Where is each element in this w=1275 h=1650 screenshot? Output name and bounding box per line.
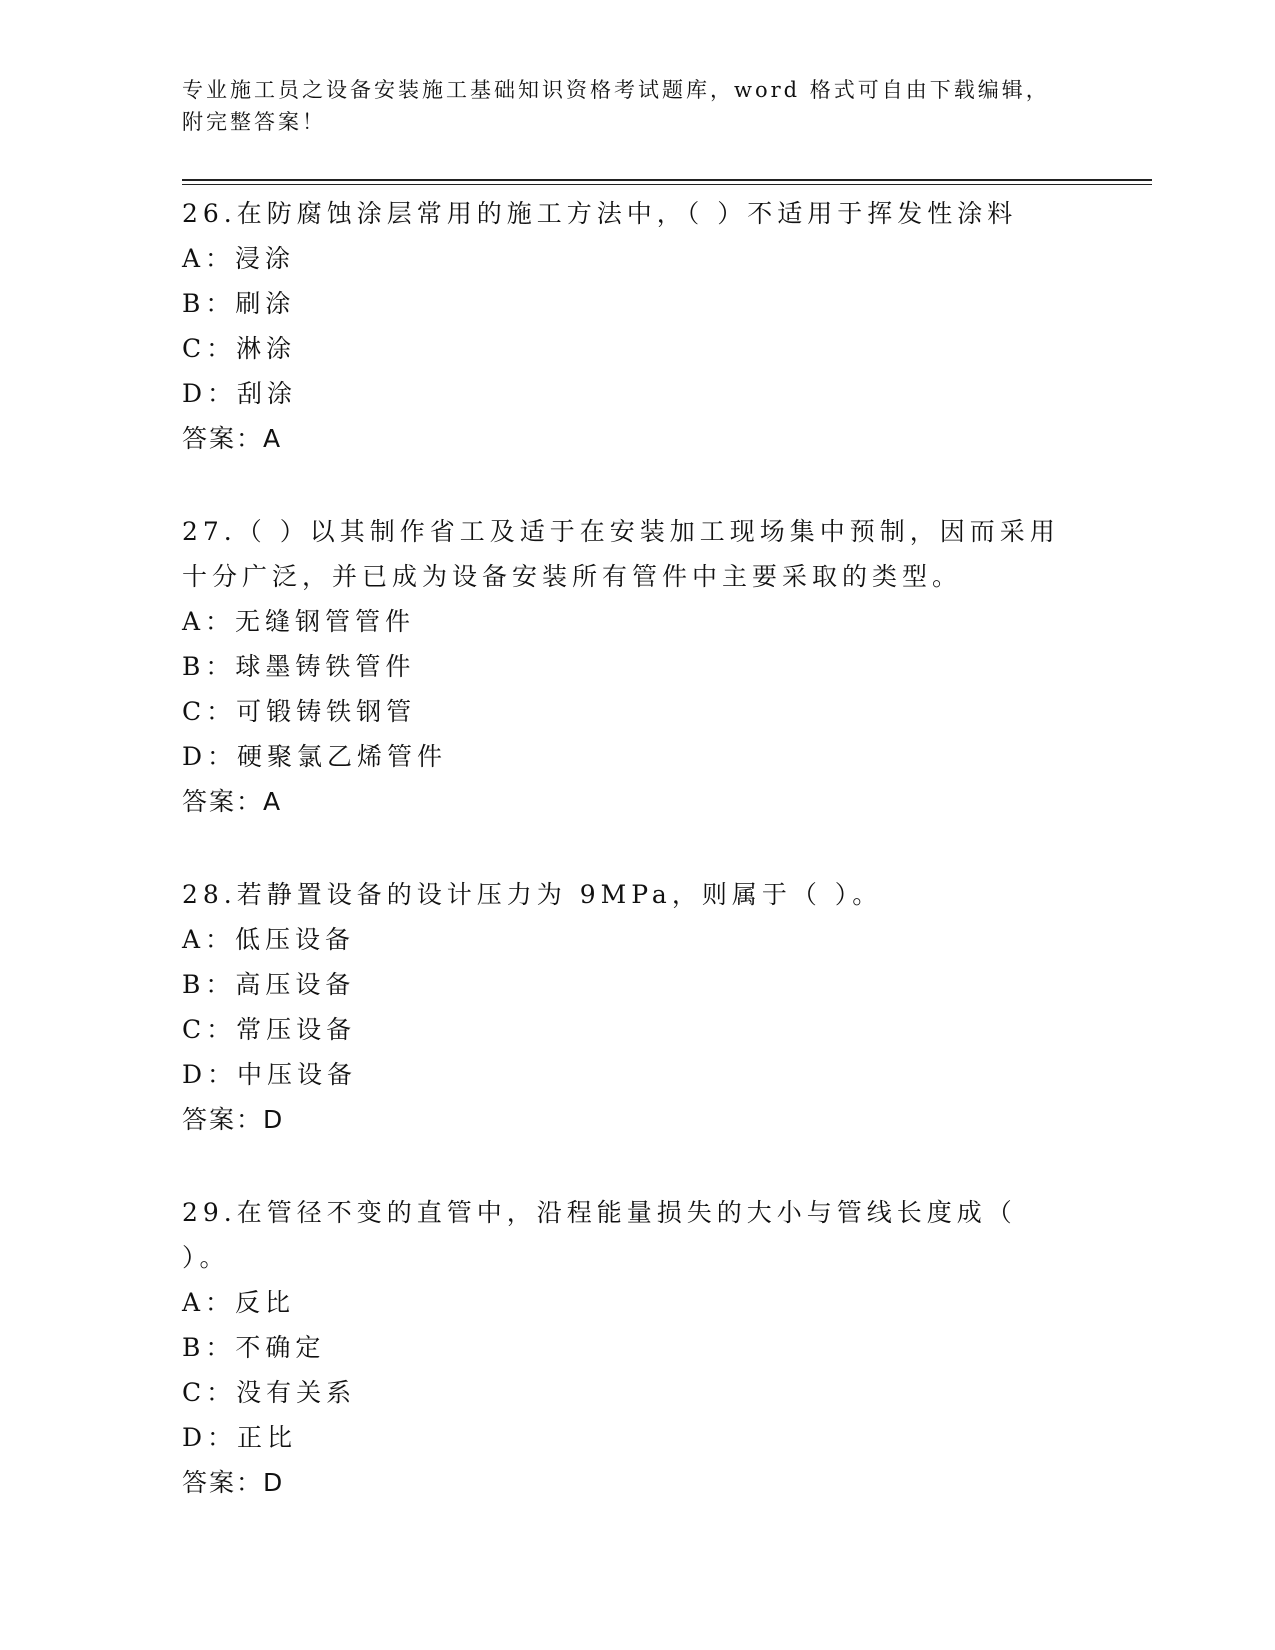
answer-line: [182, 1097, 1062, 1142]
answer-value: D: [263, 1468, 285, 1497]
header-divider-thin: [182, 184, 1152, 185]
option-b: B：球墨铸铁管件: [182, 652, 416, 681]
option-b: B：刷涂: [182, 289, 296, 318]
answer-value: A: [263, 424, 283, 453]
question-26: [182, 191, 1062, 461]
option-a: A：低压设备: [182, 925, 356, 954]
answer-line: [182, 1460, 1062, 1505]
question-stem: 28.若静置设备的设计压力为 9MPa，则属于（ ）。: [182, 880, 883, 909]
option-a: A：无缝钢管管件: [182, 607, 416, 636]
option-c: C：没有关系: [182, 1378, 357, 1407]
question-29: [182, 1190, 1062, 1505]
answer-value: A: [263, 787, 283, 816]
option-a: A：反比: [182, 1288, 296, 1317]
option-c: C：可锻铸铁钢管: [182, 697, 417, 726]
document-header: [182, 74, 1142, 138]
header-divider-thick: [182, 179, 1152, 181]
question-27: [182, 509, 1062, 824]
answer-label: 答案：: [182, 787, 264, 816]
option-a: A：浸涂: [182, 244, 296, 273]
header-line-1: 专业施工员之设备安装施工基础知识资格考试题库，word 格式可自由下载编辑，: [182, 78, 1050, 102]
option-b: B：不确定: [182, 1333, 326, 1362]
answer-line: [182, 416, 1062, 461]
answer-value: D: [263, 1105, 285, 1134]
option-d: D：硬聚氯乙烯管件: [182, 742, 448, 771]
question-28: [182, 872, 1062, 1142]
question-list: [182, 191, 1062, 1553]
option-d: D：正比: [182, 1423, 298, 1452]
option-c: C：常压设备: [182, 1015, 357, 1044]
header-line-2: 附完整答案！: [182, 110, 326, 134]
question-stem: 27.（ ）以其制作省工及适于在安装加工现场集中预制，因而采用十分广泛，并已成为设备安装所有管件中主要采取的类型。: [182, 517, 1060, 591]
answer-label: 答案：: [182, 1468, 264, 1497]
option-d: D：中压设备: [182, 1060, 358, 1089]
answer-line: [182, 779, 1062, 824]
question-stem: 26.在防腐蚀涂层常用的施工方法中，（ ）不适用于挥发性涂料: [182, 199, 1018, 228]
question-stem: 29.在管径不变的直管中，沿程能量损失的大小与管线长度成（ ）。: [182, 1198, 1017, 1272]
option-c: C：淋涂: [182, 334, 297, 363]
answer-label: 答案：: [182, 1105, 264, 1134]
option-d: D：刮涂: [182, 379, 298, 408]
option-b: B：高压设备: [182, 970, 356, 999]
answer-label: 答案：: [182, 424, 264, 453]
